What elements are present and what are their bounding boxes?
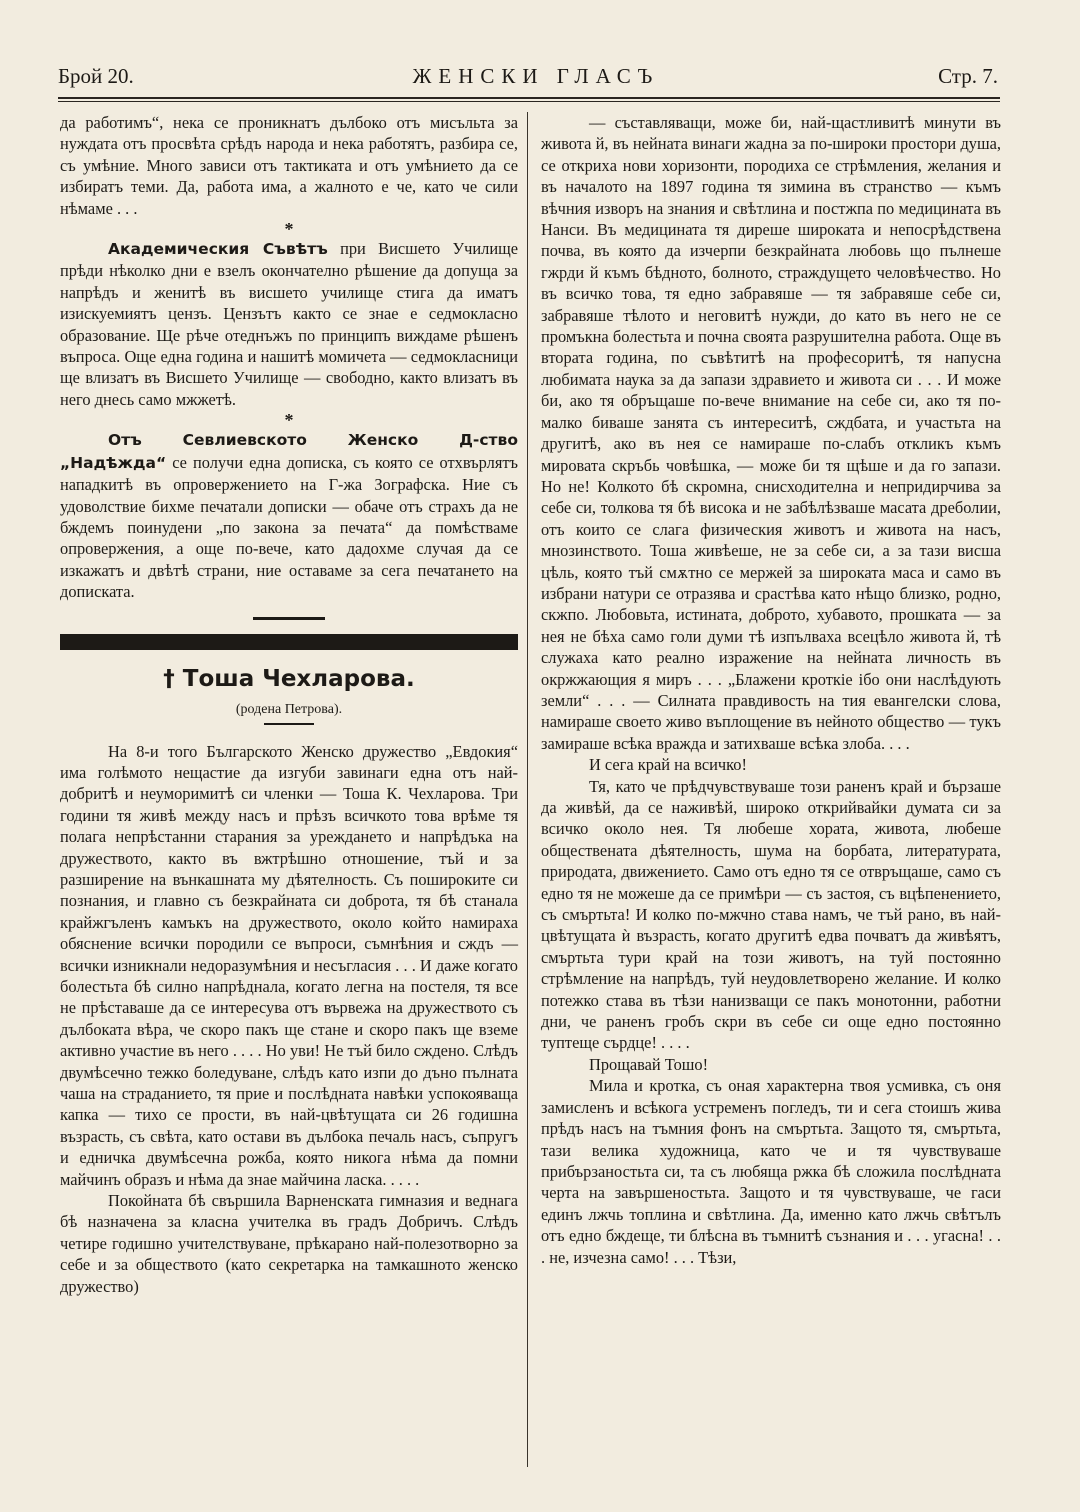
header-rule-thin [58, 101, 1000, 102]
header-rule [58, 97, 1000, 99]
news-academic-council [60, 238, 518, 410]
newspaper-title: ЖЕНСКИ ГЛАСЪ [412, 63, 660, 88]
obituary-paragraph: И сега край на всичко! [589, 755, 747, 775]
news-sevlievo-society [60, 429, 518, 602]
section-bar [60, 634, 518, 650]
obituary-paragraph: Мила и кротка, съ оная характерна твоя усмивка, съ оня замисленъ и всѣкога устременъ погледъ, ти и сега стоишъ жива прѣдъ насъ на тъмния фонъ на смъртьта. Защото тя, смъртьта, тази велика художница, като че и тя чувствуваше прибързаностьта си, та съ любяща ржка бѣ сложила послѣдната черта на завършеностьта. Защото и тя чувствуваше, че гаси единъ лжчь топлина и свѣтлина. Да, именно като лжчь свѣтълъ отъ едно бждеще, ти блѣсна въ тъмнитѣ съзнания и . . . угасна! . . . не, изчезна само! . . . Тѣзи, [541, 1076, 1001, 1267]
right-column [541, 112, 1001, 1268]
obituary-paragraph: На 8-и того Българското Женско дружество „Евдокия“ има голѣмото нещастие да изгуби завинаги една отъ най-добритѣ и неуморимитѣ си членки — Тоша К. Чехларова. Три години тя живѣ между насъ и прѣзъ всичкото това врѣме тя полага непрѣстанни старания за уреждането и напрѣдъка на дружеството, както въ вжтрѣшно отношение, тъй и за разширение на вънкашната му дѣятелность. Съ пошироките си познания, и главно съ безкрайната си доброта, тя бѣ станала крайжгъленъ камъкъ на дружеството, около който намираха обяснение всички породили се въпроси, съмнѣния и сждъ — всички изникнали недоразумѣния и несъгласия . . . И даже когато болестьта бѣ силно напрѣднала, когато легна на постеля, тя все не прѣставаше да се интересува отъ вървежа на дружеството съ дълбоката вѣра, че скоро пакъ ще стане и скоро пакъ ще вземе активно участие въ него . . . . Но уви! Не тъй било сждено. Слѣдъ двумѣсечно тежко боледуване, слѣдъ като изпи до дъно пълната чаша на страданието, тя прие и послѣдната навѣки успокояваща капка — тихо се прости, въ най-цвѣтущата си 26 годишна възрасть, съ свѣта, като остави въ дълбока печаль насъ, съпругъ и едничка двумѣсечна рожба, която никога нѣма да помни майчинъ образъ и нѣма да знае майчина ласка. . . . . [60, 741, 518, 1189]
obituary-paragraph: — съставляващи, може би, най-щастливитѣ минути въ живота й, въ нейната винаги жадна за по-широки простори душа, се открихa нови хоризонти, породиха се стрѣмления, желания и въ началото на 1897 година тя зимина въ странство — къмъ вѣчния изворъ на знания и свѣтлина и постжпа по медицината въ Нанси. Въ медицината тя диреше широката и непосрѣдствена почва, въ която да изчерпи безкрайната любовь що пълнеше гжрди й къмъ бѣдното, болното, страждущето человѣчество. Но въ всичко това, тя едно забравяше — тя забравяше себе си, забравяше тѣлото и неговитѣ нужди, до като въ него не се промъкна болестьта и почна своята разрушителна работа. Още въ втората година, по съвѣтитѣ на професоритѣ, тя напусна любимата наука за да запази здравието и живота си . . . И може би, ако тя обръщаше по-вече внимание на себе си, ако тя по-малко биваше занята съ интереситѣ, сждбата, и участьта на другитѣ, ако въ нея се намираше по-слабъ откликъ къмъ мировата скръбь човѣшка, — може би тя щѣше и да го запази. Но не! Колкото бѣ скромна, снисходителна и непридирчива за себе си, толкова тя бѣ висока и не забѣлѣзваше масата дреболии, отъ които се слага физическия животъ и живота на насъ, мнозинството. Тоша живѣеше, не за себе си, а за тази висша цѣль, която тъй смѫтно се мержей за широката маса и само въ избрани натури се отразява и срастѣва като нѣщо близко, родно, скжпо. Любовьта, истината, доброто, хубавото, прошката — за нея не бѣха само голи думи тѣ изпълваха всецѣло живота й, тѣ служаха като реално изражение на нейната личность въ окржжающия я миръ . . . „Блажени кроткiе iбо они наслѣдують земли“ . . . — Силната правдивость на тия евангелски слова, намираше своето живо въплощение въ нейното общество — тукъ замираше всѣка вражда и затихваше всѣка злоба. . . . [541, 113, 1001, 753]
section-rule [253, 617, 325, 620]
news-body: се получи една дописка, съ която се отхвърлятъ нападкитѣ въ опровержението на Г-жа Зографска. Ние съ удоволствие бихме печатали дописки — обаче отъ страхъ да не бждемъ поинудени „по закона за печата“ да помѣстваме опровержения, а още по-вече, като дадохме случая да се изкажатъ и двѣтѣ страни, ние оставаме за сега печатането на дописката. [60, 452, 518, 602]
obituary-title: † Тоша Чехларова. [163, 665, 415, 692]
obituary-subtitle: (родена Петрова). [235, 701, 343, 717]
column-divider [527, 112, 528, 1467]
separator-asterisk: * [284, 219, 294, 240]
page-number: Стр. 7. [938, 63, 998, 88]
left-column [60, 112, 518, 1297]
obituary-farewell: Прощавай Тошо! [589, 1054, 709, 1074]
separator-asterisk: * [284, 410, 294, 431]
obituary-paragraph: Тя, като че прѣдчувствуваше този раненъ край и бързаше да живѣй, да се наживѣй, широко открийвайки думата си за всичко около нея. Тя любеше хората, живота, любеше обществената дѣятелность, шума на борбата, литературата, природата, движението. Само отъ едно тя се отвръщаше, само съ едно тя не можеше да се примѣри — съ застоя, съ вцѣпенението, съ смъртьта! И колко по-мжчно става намъ, че тъй рано, въ най-цвѣтущата ѝ възрасть, когато другитѣ едва почватъ да живѣятъ, смъртьта тури край на този животъ, на туй постоянно стрѣмление на напрѣдъ, туй неудовлетворено желание. И колко потежко става въ тѣзи нанизващи се пакъ монотонни, работни дни, че раненъ гробъ скри въ себе си още едно постоянно туптеще сърдце! . . . . [541, 776, 1001, 1053]
obituary-dash [264, 723, 314, 725]
paragraph-continuation: да работимъ“, нека се проникнатъ дълбоко отъ мисъльта за нуждата отъ просвѣта срѣдъ народа и нека работятъ, разбира се, съ умѣние. Много зависи отъ тактиката и отъ умѣнието да се избиратъ теми. Да, работа има, а жалното е че, като че сили нѣмаме . . . [60, 113, 518, 218]
page-header [58, 58, 998, 94]
news-heading: Отъ Севлиевското Женско Д-ство „Надѣжда“ [60, 431, 518, 472]
issue-number: Брой 20. [58, 63, 134, 88]
obituary-paragraph: Покойната бѣ свършила Варненската гимназия и веднага бѣ назначена за класна учителка въ градъ Добричъ. Слѣдъ четире годишно учителствуване, прѣкарано най-полезотворно за себе и за обществото (като секретарка на тамкашното женско дружество) [60, 1191, 518, 1296]
news-body: при Висшето Училище прѣди нѣколко дни е взелъ окончателно рѣшение да допуща за напрѣдъ и женитѣ въ висшето училище стига да иматъ изискуемиятъ цензъ. Цензътъ както се знае е седмокласно образование. Ще рѣче отеднъжъ по принципъ виждаме рѣшенъ въпроса. Още една година и нашитѣ момичета — седмокласници ще влизатъ въ Висшето Училище — свободно, както влизатъ въ него днесь само мжжетѣ. [60, 239, 518, 409]
news-heading: Академическия Съвѣтъ [108, 240, 328, 259]
